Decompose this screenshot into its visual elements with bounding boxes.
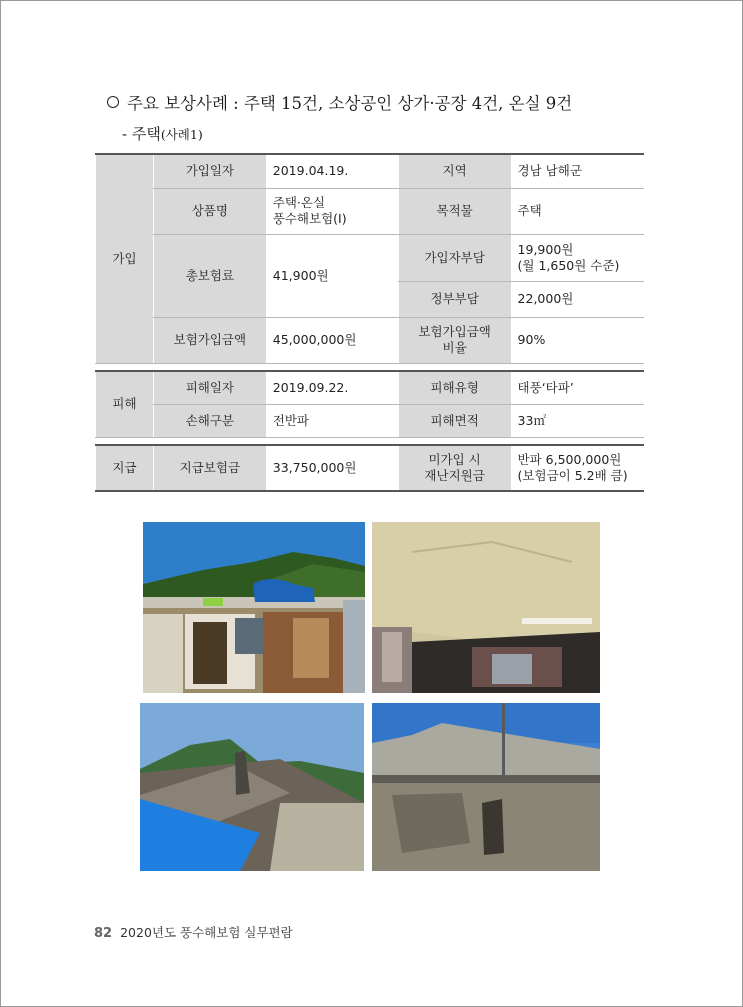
damage-area-label: 피해면적 [398, 405, 511, 438]
self-pay-value [511, 234, 644, 281]
insured-amount-label: 보험가입금액 [153, 317, 266, 363]
loss-type-label: 손해구분 [153, 405, 266, 438]
region-label: 지역 [398, 154, 511, 188]
damage-date-value: 2019.09.22. [266, 371, 398, 405]
product-value [266, 188, 398, 234]
insured-amount-value: 45,000,000원 [266, 317, 398, 363]
page-number: 82 [94, 926, 113, 941]
product-value-line1: 주택·온실 [272, 195, 326, 211]
loss-type-value: 전반파 [266, 405, 398, 438]
gov-pay-value: 22,000원 [511, 281, 644, 317]
case-number: (사례1) [160, 127, 203, 142]
premium-label: 총보험료 [153, 234, 266, 317]
dash-marker: - [122, 125, 128, 143]
insured-ratio-label [398, 317, 511, 363]
uninsured-support-value-line2: (보험금이 5.2배 큼) [517, 468, 628, 483]
insured-ratio-value: 90% [511, 317, 644, 363]
insured-ratio-label-line1: 보험가입금액 [418, 324, 491, 340]
category-payment: 지급 [96, 445, 154, 491]
uninsured-support-label-line1: 미가입 시 [428, 452, 481, 468]
photo-blue-roof [140, 703, 364, 871]
premium-value: 41,900원 [266, 234, 398, 317]
uninsured-support-value [511, 445, 644, 491]
damage-type-label: 피해유형 [398, 371, 511, 405]
page-footer [94, 923, 293, 941]
object-label: 목적물 [398, 188, 511, 234]
uninsured-support-label [398, 445, 511, 491]
paid-amount-label: 지급보험금 [153, 445, 266, 491]
photo-roof-wall [372, 703, 600, 871]
self-pay-label: 가입자부담 [398, 234, 511, 281]
uninsured-support-value-line1: 반파 6,500,000원 [517, 452, 622, 468]
product-value-line2: 풍수해보험(Ⅰ) [272, 211, 347, 226]
self-pay-value-line1: 19,900원 [517, 241, 574, 257]
product-label: 상품명 [153, 188, 266, 234]
category-join: 가입 [96, 154, 154, 363]
case-title: 주택 [131, 125, 161, 143]
damage-area-value: 33㎡ [511, 405, 644, 438]
book-title: 2020년도 풍수해보험 실무편람 [120, 925, 293, 940]
join-date-label: 가입일자 [153, 154, 266, 188]
case-subheading [122, 123, 203, 144]
circle-bullet-icon [107, 96, 119, 108]
photo-interior-ceiling [372, 522, 600, 693]
section-heading [107, 90, 572, 114]
self-pay-value-line2: (월 1,650원 수준) [517, 257, 620, 273]
region-value: 경남 남해군 [511, 154, 644, 188]
gov-pay-label: 정부부담 [398, 281, 511, 317]
insurance-case-table [95, 153, 644, 492]
paid-amount-value: 33,750,000원 [266, 445, 398, 491]
category-damage: 피해 [96, 371, 154, 438]
object-value: 주택 [511, 188, 644, 234]
insured-ratio-label-line2: 비율 [442, 340, 467, 355]
join-date-value: 2019.04.19. [266, 154, 398, 188]
section-heading-text: 주요 보상사례 : 주택 15건, 소상공인 상가·공장 4건, 온실 9건 [127, 94, 573, 113]
photo-house-exterior [143, 522, 365, 693]
damage-type-value: 태풍‘타파’ [511, 371, 644, 405]
uninsured-support-label-line2: 재난지원금 [424, 468, 485, 483]
damage-date-label: 피해일자 [153, 371, 266, 405]
